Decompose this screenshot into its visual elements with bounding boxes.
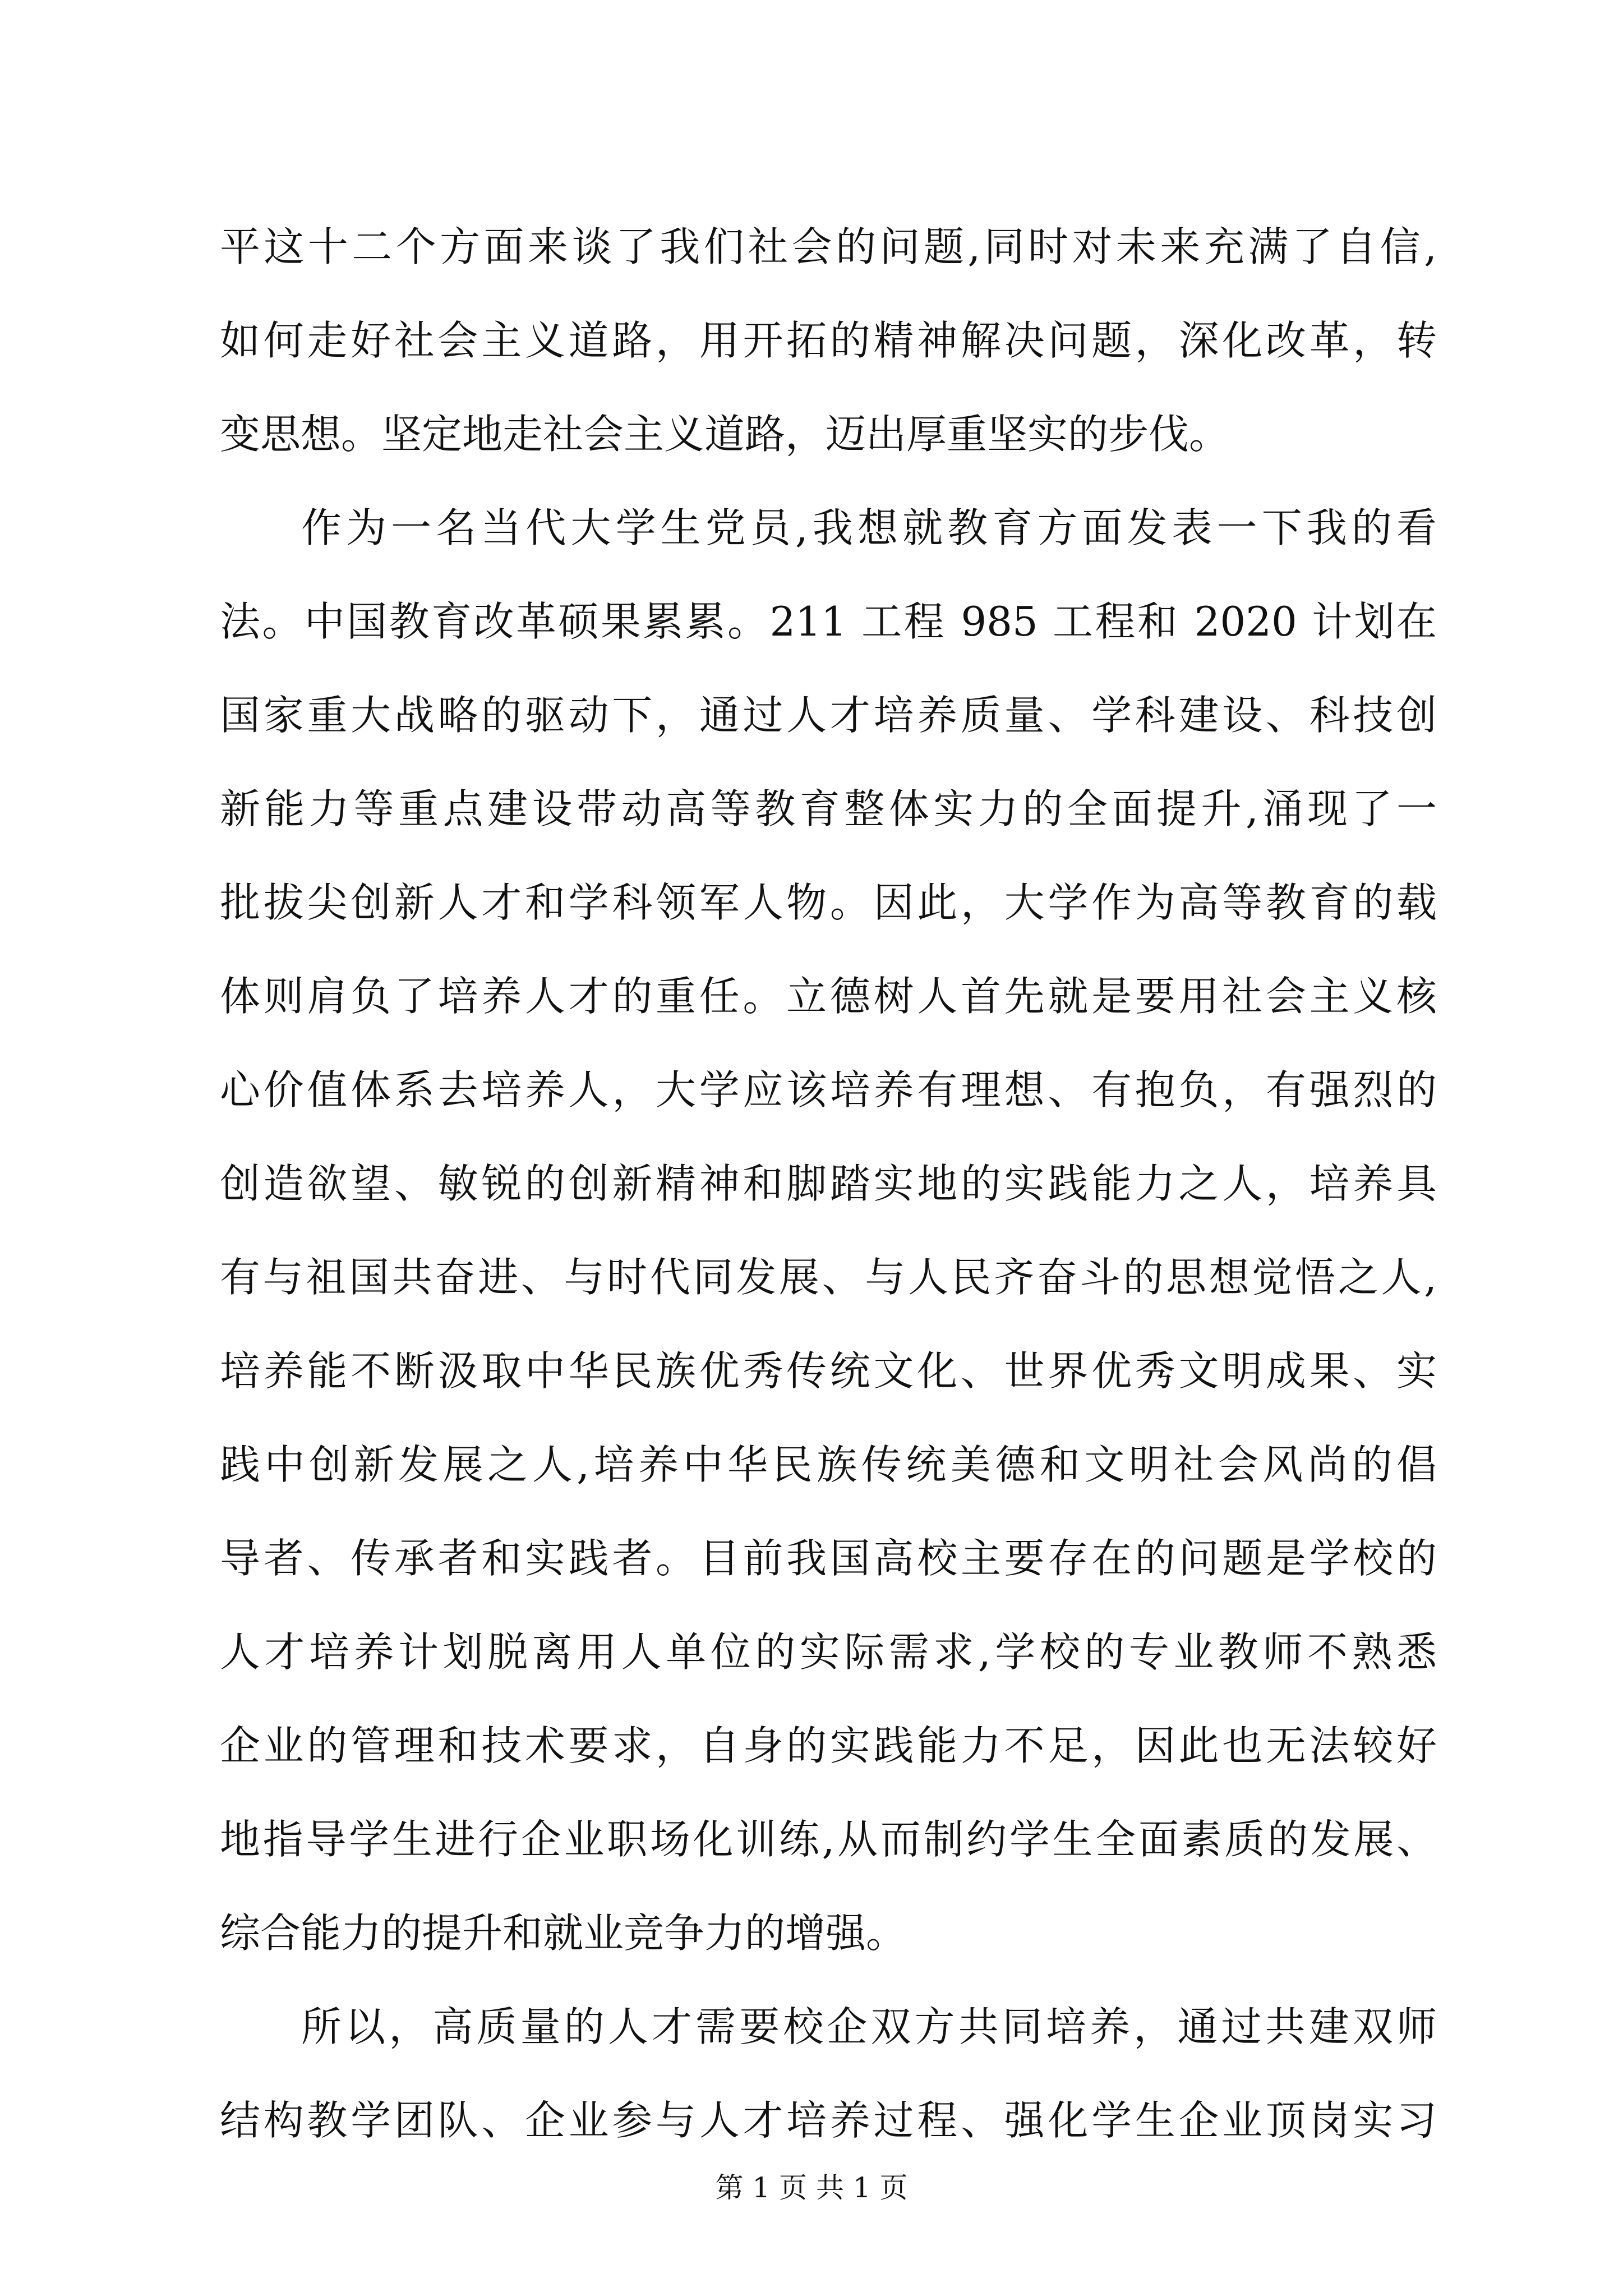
text-line: 心价值体系去培养人，大学应该培养有理想、有抱负，有强烈的	[220, 1066, 1437, 1114]
text-line: 人才培养计划脱离用人单位的实际需求,学校的专业教师不熟悉	[220, 1628, 1437, 1676]
text-line: 法。中国教育改革硕果累累。211 工程 985 工程和 2020 计划在	[220, 598, 1437, 645]
text-line: 平这十二个方面来谈了我们社会的问题,同时对未来充满了自信,	[220, 223, 1437, 270]
text-line: 创造欲望、敏锐的创新精神和脚踏实地的实践能力之人，培养具	[220, 1160, 1437, 1207]
text-line: 批拔尖创新人才和学科领军人物。因此，大学作为高等教育的载	[220, 879, 1437, 926]
text-line: 国家重大战略的驱动下，通过人才培养质量、学科建设、科技创	[220, 692, 1437, 739]
text-line: 地指导学生进行企业职场化训练,从而制约学生全面素质的发展、	[220, 1816, 1437, 1863]
page-footer: 第 1 页 共 1 页	[715, 2171, 908, 2204]
text-line: 变思想。坚定地走社会主义道路，迈出厚重坚实的步伐。	[220, 411, 1230, 458]
text-line: 导者、传承者和实践者。目前我国高校主要存在的问题是学校的	[220, 1535, 1437, 1582]
text-line: 结构教学团队、企业参与人才培养过程、强化学生企业顶岗实习	[220, 2097, 1437, 2144]
text-line: 有与祖国共奋进、与时代同发展、与人民齐奋斗的思想觉悟之人,	[220, 1254, 1437, 1301]
text-line: 培养能不断汲取中华民族优秀传统文化、世界优秀文明成果、实	[220, 1347, 1437, 1395]
text-line: 如何走好社会主义道路，用开拓的精神解决问题，深化改革，转	[220, 317, 1437, 364]
paragraph-first-line: 作为一名当代大学生党员,我想就教育方面发表一下我的看	[301, 504, 1437, 551]
text-line: 体则肩负了培养人才的重任。立德树人首先就是要用社会主义核	[220, 973, 1437, 1020]
paragraph-first-line: 所以，高质量的人才需要校企双方共同培养，通过共建双师	[301, 2003, 1437, 2050]
text-line: 新能力等重点建设带动高等教育整体实力的全面提升,涌现了一	[220, 785, 1437, 832]
text-line: 践中创新发展之人,培养中华民族传统美德和文明社会风尚的倡	[220, 1441, 1437, 1488]
text-line: 综合能力的提升和就业竞争力的增强。	[220, 1910, 907, 1957]
text-line: 企业的管理和技术要求，自身的实践能力不足，因此也无法较好	[220, 1722, 1437, 1769]
